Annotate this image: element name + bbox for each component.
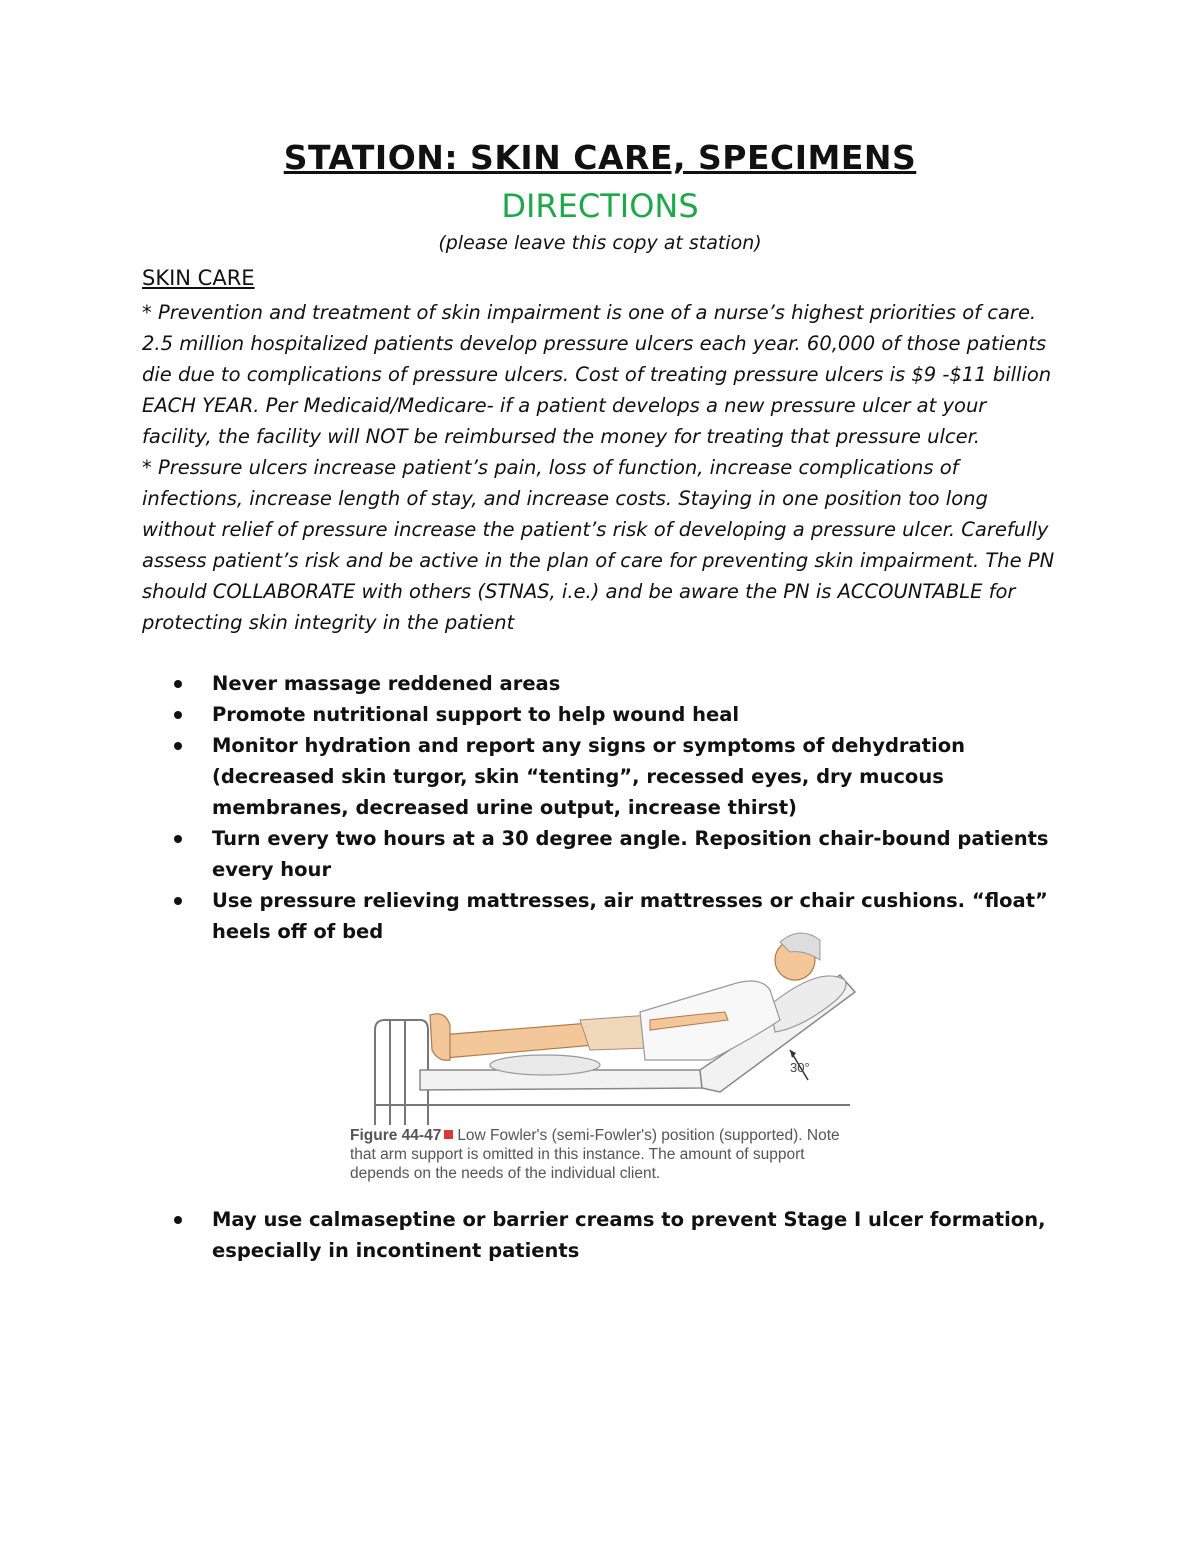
list-item-text: Promote nutritional support to help wound heal: [212, 703, 740, 726]
list-item: [142, 699, 1062, 730]
list-item: [142, 668, 1062, 699]
paragraph-prevention: * Prevention and treatment of skin impairment is one of a nurse’s highest priorities of care. 2.5 million hospitalized patients develop pressure ulcers each year. 60,000 of those patients die due to complications of pressure ulcers. Cost of treating pressure ulcers is $9 -$11 billion EACH YEAR. Per Medicaid/Medicare- if a patient develops a new pressure ulcer at your facility, the facility will NOT be reimbursed the money for treating that pressure ulcer.: [142, 301, 1052, 448]
semi-fowler-illustration: [350, 920, 860, 1125]
page-title: STATION: SKIN CARE, SPECIMENS: [283, 138, 917, 177]
list-item-text: Use pressure relieving mattresses, air mattresses or chair cushions. “float” heels off of bed: [212, 889, 1048, 943]
bullet-icon: [174, 835, 182, 843]
figure-caption-block: [350, 1126, 860, 1183]
skin-care-heading: SKIN CARE: [142, 266, 255, 290]
bullet-icon: [174, 1216, 182, 1224]
bullet-icon: [174, 742, 182, 750]
figure-caption: [350, 1126, 860, 1183]
paragraph-pressure-ulcers: * Pressure ulcers increase patient’s pain, loss of function, increase complications of infections, increase length of stay, and increase costs. Staying in one position too long without relief of pressure increase the patient’s risk of developing a pressure ulcer. Carefully assess patient’s risk and be active in the plan of care for preventing skin impairment. The PN should COLLABORATE with others (STNAS, i.e.) and be aware the PN is ACCOUNTABLE for protecting skin integrity in the patient: [142, 456, 1055, 634]
directions-subtitle: DIRECTIONS: [501, 187, 699, 225]
list-item-text: Monitor hydration and report any signs or symptoms of dehydration (decreased skin turgor, skin “tenting”, recessed eyes, dry mucous membranes, decreased urine output, increase thirst): [212, 734, 965, 819]
red-square-icon: [444, 1130, 453, 1139]
angle-label: 30°: [790, 1060, 810, 1075]
list-item-text: May use calmaseptine or barrier creams to prevent Stage I ulcer formation, especially in incontinent patients: [212, 1208, 1046, 1262]
list-item: [142, 730, 1062, 823]
figure-caption-text: Low Fowler's (semi-Fowler's) position (supported). Note that arm support is omitted in this instance. The amount of support depends on the needs of the individual client.: [350, 1127, 840, 1182]
list-item: [142, 1204, 1062, 1266]
station-note: (please leave this copy at station): [438, 232, 762, 254]
bullet-icon: [174, 897, 182, 905]
list-item-text: Never massage reddened areas: [212, 672, 561, 695]
care-bullet-list-continued: [142, 1204, 1062, 1266]
bullet-icon: [174, 680, 182, 688]
list-item-text: Turn every two hours at a 30 degree angle. Reposition chair-bound patients every hour: [212, 827, 1049, 881]
figure-label: Figure 44-47: [350, 1127, 442, 1144]
care-bullet-list: [142, 668, 1062, 947]
bullet-icon: [174, 711, 182, 719]
list-item: [142, 823, 1062, 885]
